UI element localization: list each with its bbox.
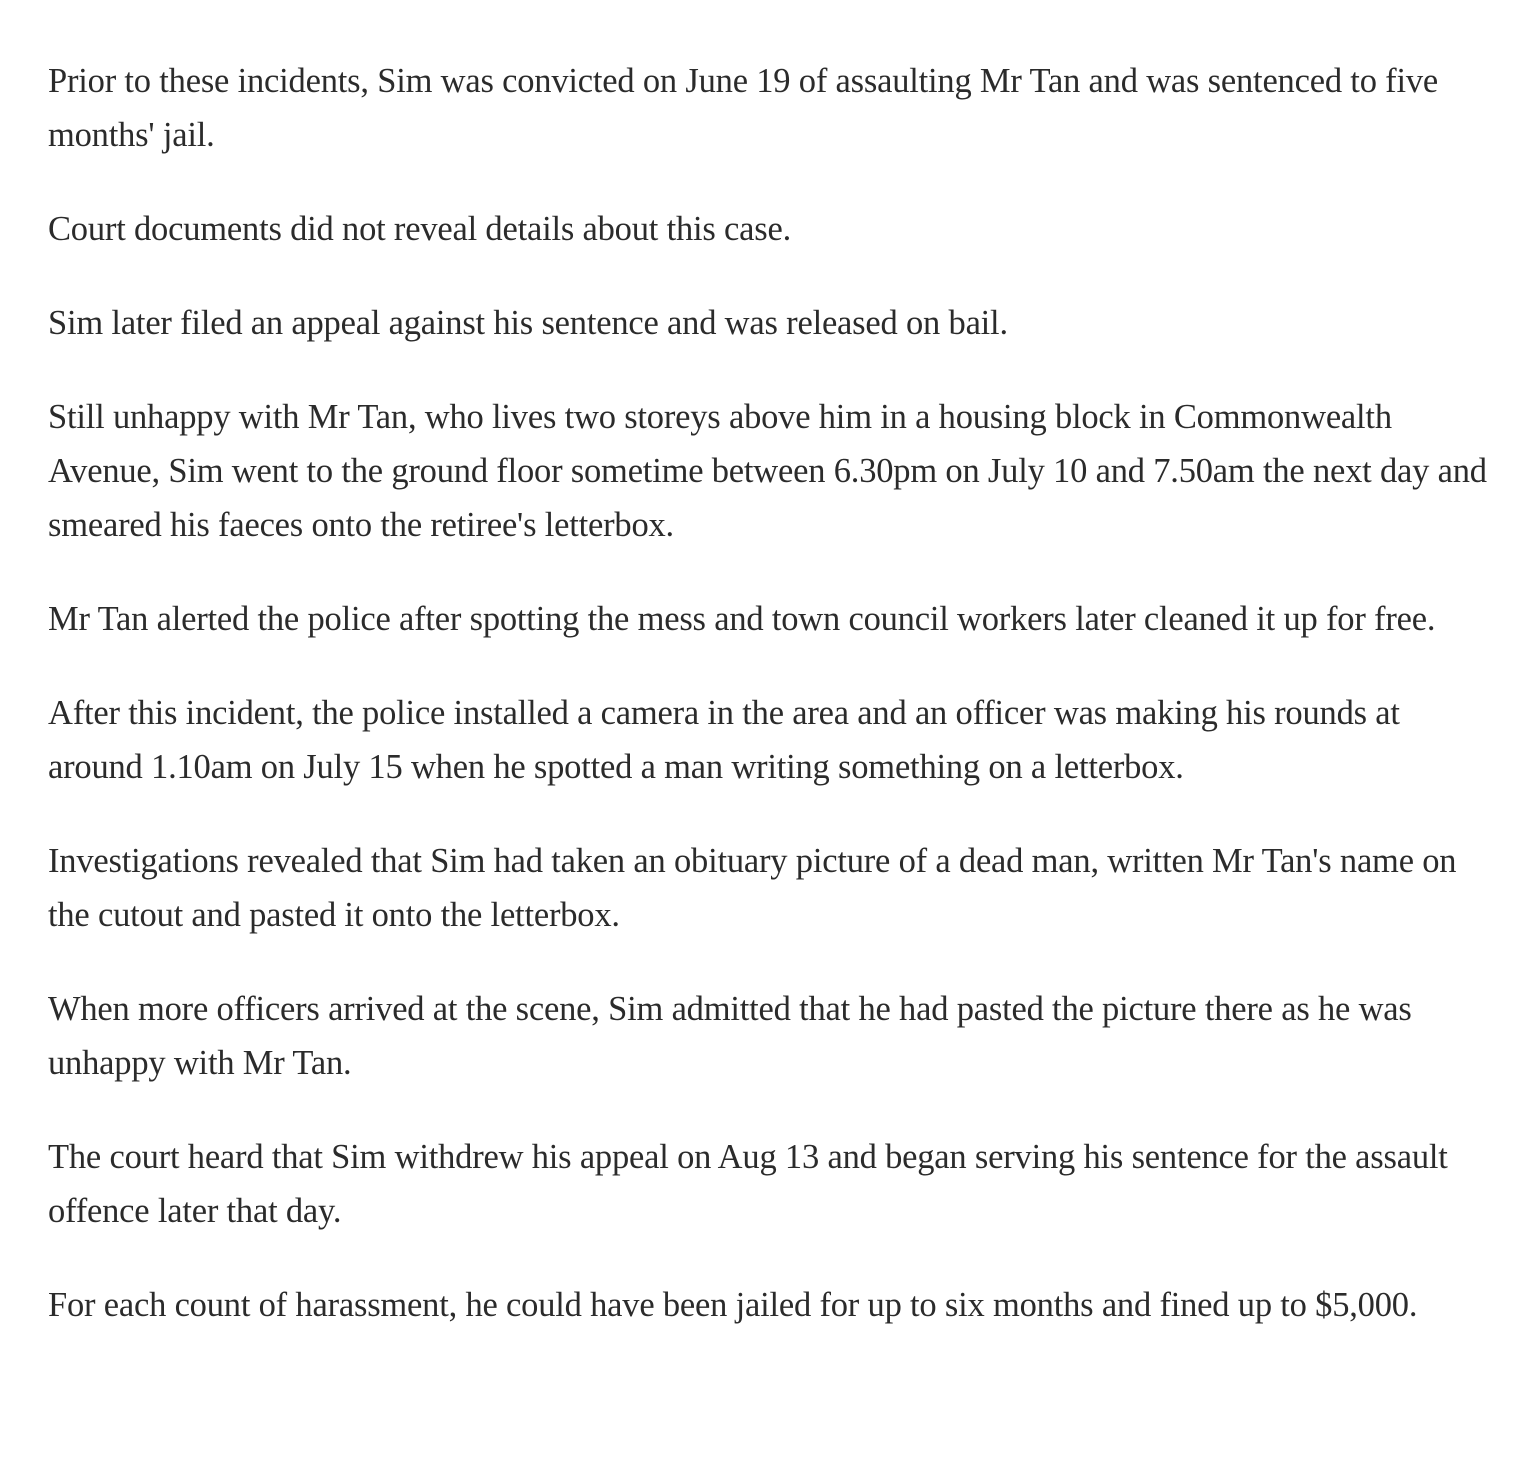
article-paragraph-3: Sim later filed an appeal against his sentence and was released on bail. xyxy=(48,304,1008,342)
article-paragraph-10: For each count of harassment, he could have been jailed for up to six months and fined up to $5,000. xyxy=(48,1286,1418,1324)
article-paragraph-1: Prior to these incidents, Sim was convicted on June 19 of assaulting Mr Tan and was sentenced to five months' jail. xyxy=(48,62,1439,154)
article-paragraph-9: The court heard that Sim withdrew his appeal on Aug 13 and began serving his sentence for the assault offence later that day. xyxy=(48,1138,1448,1230)
article-paragraph-7: Investigations revealed that Sim had taken an obituary picture of a dead man, written Mr Tan's name on the cutout and pasted it onto the letterbox. xyxy=(48,842,1457,934)
article-paragraph-6: After this incident, the police installed a camera in the area and an officer was making his rounds at around 1.10am on July 15 when he spotted a man writing something on a letterbox. xyxy=(48,694,1400,786)
article-paragraph-5: Mr Tan alerted the police after spotting the mess and town council workers later cleaned it up for free. xyxy=(48,600,1436,638)
article-paragraph-4: Still unhappy with Mr Tan, who lives two storeys above him in a housing block in Commonwealth Avenue, Sim went to the ground floor sometime between 6.30pm on July 10 and 7.50am the next day and smeared his faeces onto the retiree's letterbox. xyxy=(48,398,1487,544)
article-paragraph-8: When more officers arrived at the scene, Sim admitted that he had pasted the picture there as he was unhappy with Mr Tan. xyxy=(48,990,1412,1082)
article-paragraph-2: Court documents did not reveal details about this case. xyxy=(48,210,792,248)
